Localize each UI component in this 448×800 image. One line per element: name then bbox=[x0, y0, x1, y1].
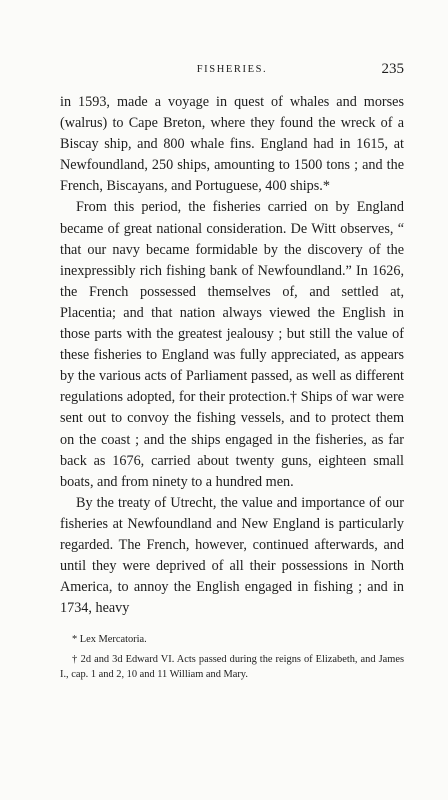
paragraph: in 1593, made a voyage in quest of whales and morses (walrus) to Cape Breton, where they found the wreck of a Biscay ship, and 800 whale fins. England had in 1615, at Newfoundland, 250 ships, amounting to 1500 tons ; and the French, Biscayans, and Portuguese, 400 ships.* bbox=[60, 94, 404, 195]
running-head bbox=[60, 61, 404, 81]
running-title: FISHERIES. bbox=[196, 64, 268, 75]
body-text bbox=[60, 92, 404, 619]
footnote: † 2d and 3d Edward VI. Acts passed during the reigns of Elizabeth, and James I., cap. 1 and 2, 10 and 11 William and Mary. bbox=[60, 653, 404, 680]
footnote: * Lex Mercatoria. bbox=[72, 634, 147, 645]
footnotes bbox=[60, 632, 404, 687]
paragraph: From this period, the fisheries carried on by England became of great national consideration. De Witt observes, “ that our navy became formidable by the discovery of the inexpressibly rich fishing bank of Newfoundland.” In 1626, the French possessed themselves of, and settled at, Placentia; and that nation always viewed the English in those parts with the greatest jealousy ; but still the value of these fisheries to England was fully appreciated, as appears by the various acts of Parliament passed, as well as different regulations adopted, for their protection.† Ships of war were sent out to convoy the fishing vessels, and to protect them on the coast ; and the ships engaged in the fisheries, as far back as 1676, carried about twenty guns, eighteen small boats, and from ninety to a hundred men. bbox=[60, 199, 404, 490]
page-number: 235 bbox=[381, 61, 404, 77]
paragraph: By the treaty of Utrecht, the value and importance of our fisheries at Newfoundland and New England is particularly regarded. The French, however, continued afterwards, and until they were deprived of all their possessions in North America, to annoy the English engaged in fishing ; and in 1734, heavy bbox=[60, 494, 404, 617]
